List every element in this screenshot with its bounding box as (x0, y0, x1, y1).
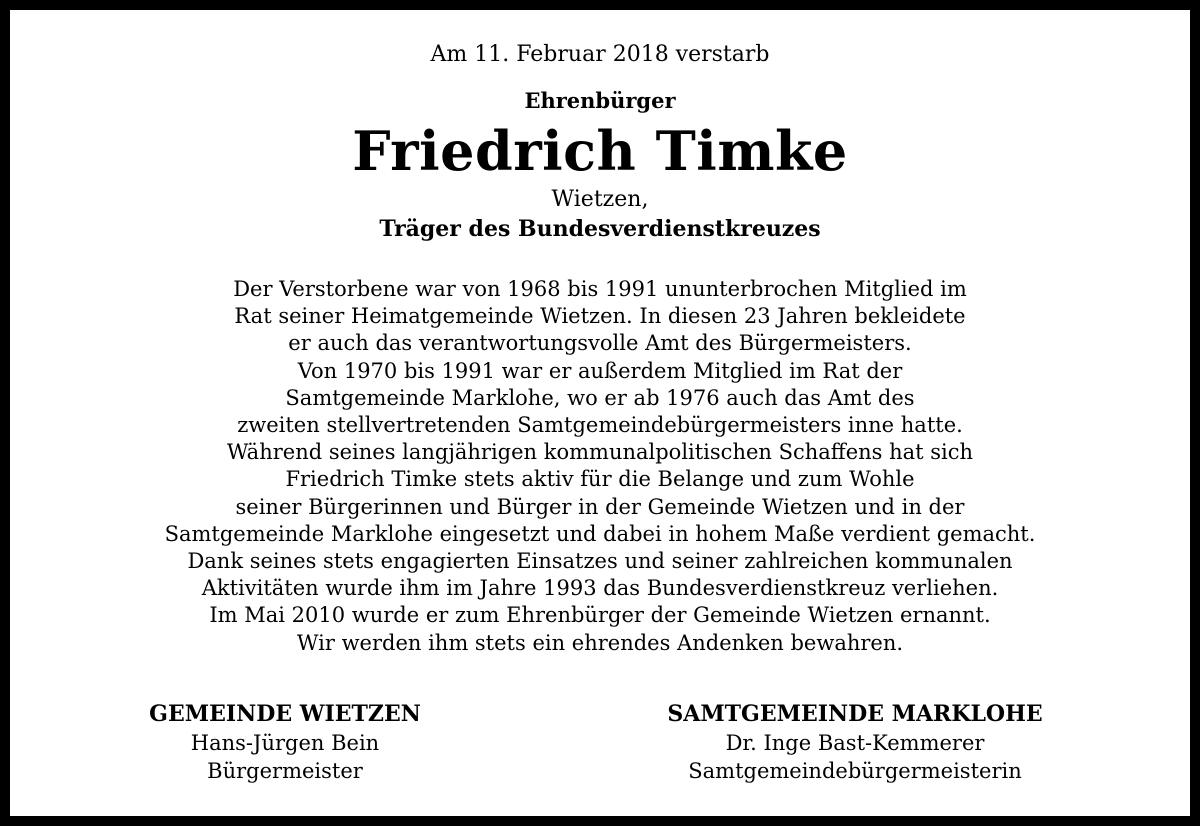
body-line: seiner Bürgerinnen und Bürger in der Gemeinde Wietzen und in der (235, 494, 965, 519)
body-line: zweiten stellvertretenden Samtgemeindebürgermeisters inne hatte. (237, 413, 963, 438)
body-line: Während seines langjährigen kommunalpolitischen Schaffens hat sich (226, 440, 974, 465)
body-line: Samtgemeinde Marklohe, wo er ab 1976 auch das Amt des (285, 385, 915, 410)
signature-block-right (610, 699, 1100, 785)
body-line: Im Mai 2010 wurde er zum Ehrenbürger der Gemeinde Wietzen ernannt. (209, 603, 991, 628)
body-line: Samtgemeinde Marklohe eingesetzt und dabei in hohem Maße verdient gemacht. (164, 521, 1036, 546)
signature-role: Samtgemeindebürgermeisterin (688, 759, 1022, 783)
signature-role: Bürgermeister (207, 759, 363, 783)
body-line: Rat seiner Heimatgemeinde Wietzen. In diesen 23 Jahren bekleidete (234, 304, 966, 329)
signature-organization: GEMEINDE WIETZEN (149, 701, 421, 727)
body-line: Wir werden ihm stets ein ehrendes Andenken bewahren. (296, 630, 904, 655)
intro-line: Am 11. Februar 2018 verstarb (430, 42, 770, 67)
deceased-place: Wietzen, (551, 187, 649, 212)
body-line: Aktivitäten wurde ihm im Jahre 1993 das Bundesverdienstkreuz verliehen. (201, 576, 999, 601)
obituary-body (10, 276, 1190, 657)
signature-block-left (110, 699, 460, 785)
signature-organization: SAMTGEMEINDE MARKLOHE (667, 701, 1043, 727)
body-line: er auch das verantwortungsvolle Amt des Bürgermeisters. (288, 331, 912, 356)
signature-person: Hans-Jürgen Bein (190, 731, 380, 755)
distinction-line: Träger des Bundesverdienstkreuzes (379, 216, 821, 242)
body-line: Dank seines stets engagierten Einsatzes und seiner zahlreichen kommunalen (187, 549, 1013, 574)
body-line: Der Verstorbene war von 1968 bis 1991 ununterbrochen Mitglied im (233, 277, 967, 301)
body-line: Von 1970 bis 1991 war er außerdem Mitglied im Rat der (297, 358, 903, 383)
deceased-name: Friedrich Timke (352, 119, 848, 183)
body-line: Friedrich Timke stets aktiv für die Belange und zum Wohle (285, 467, 915, 492)
signature-person: Dr. Inge Bast-Kemmerer (725, 731, 985, 755)
honorary-title: Ehrenbürger (524, 88, 676, 113)
